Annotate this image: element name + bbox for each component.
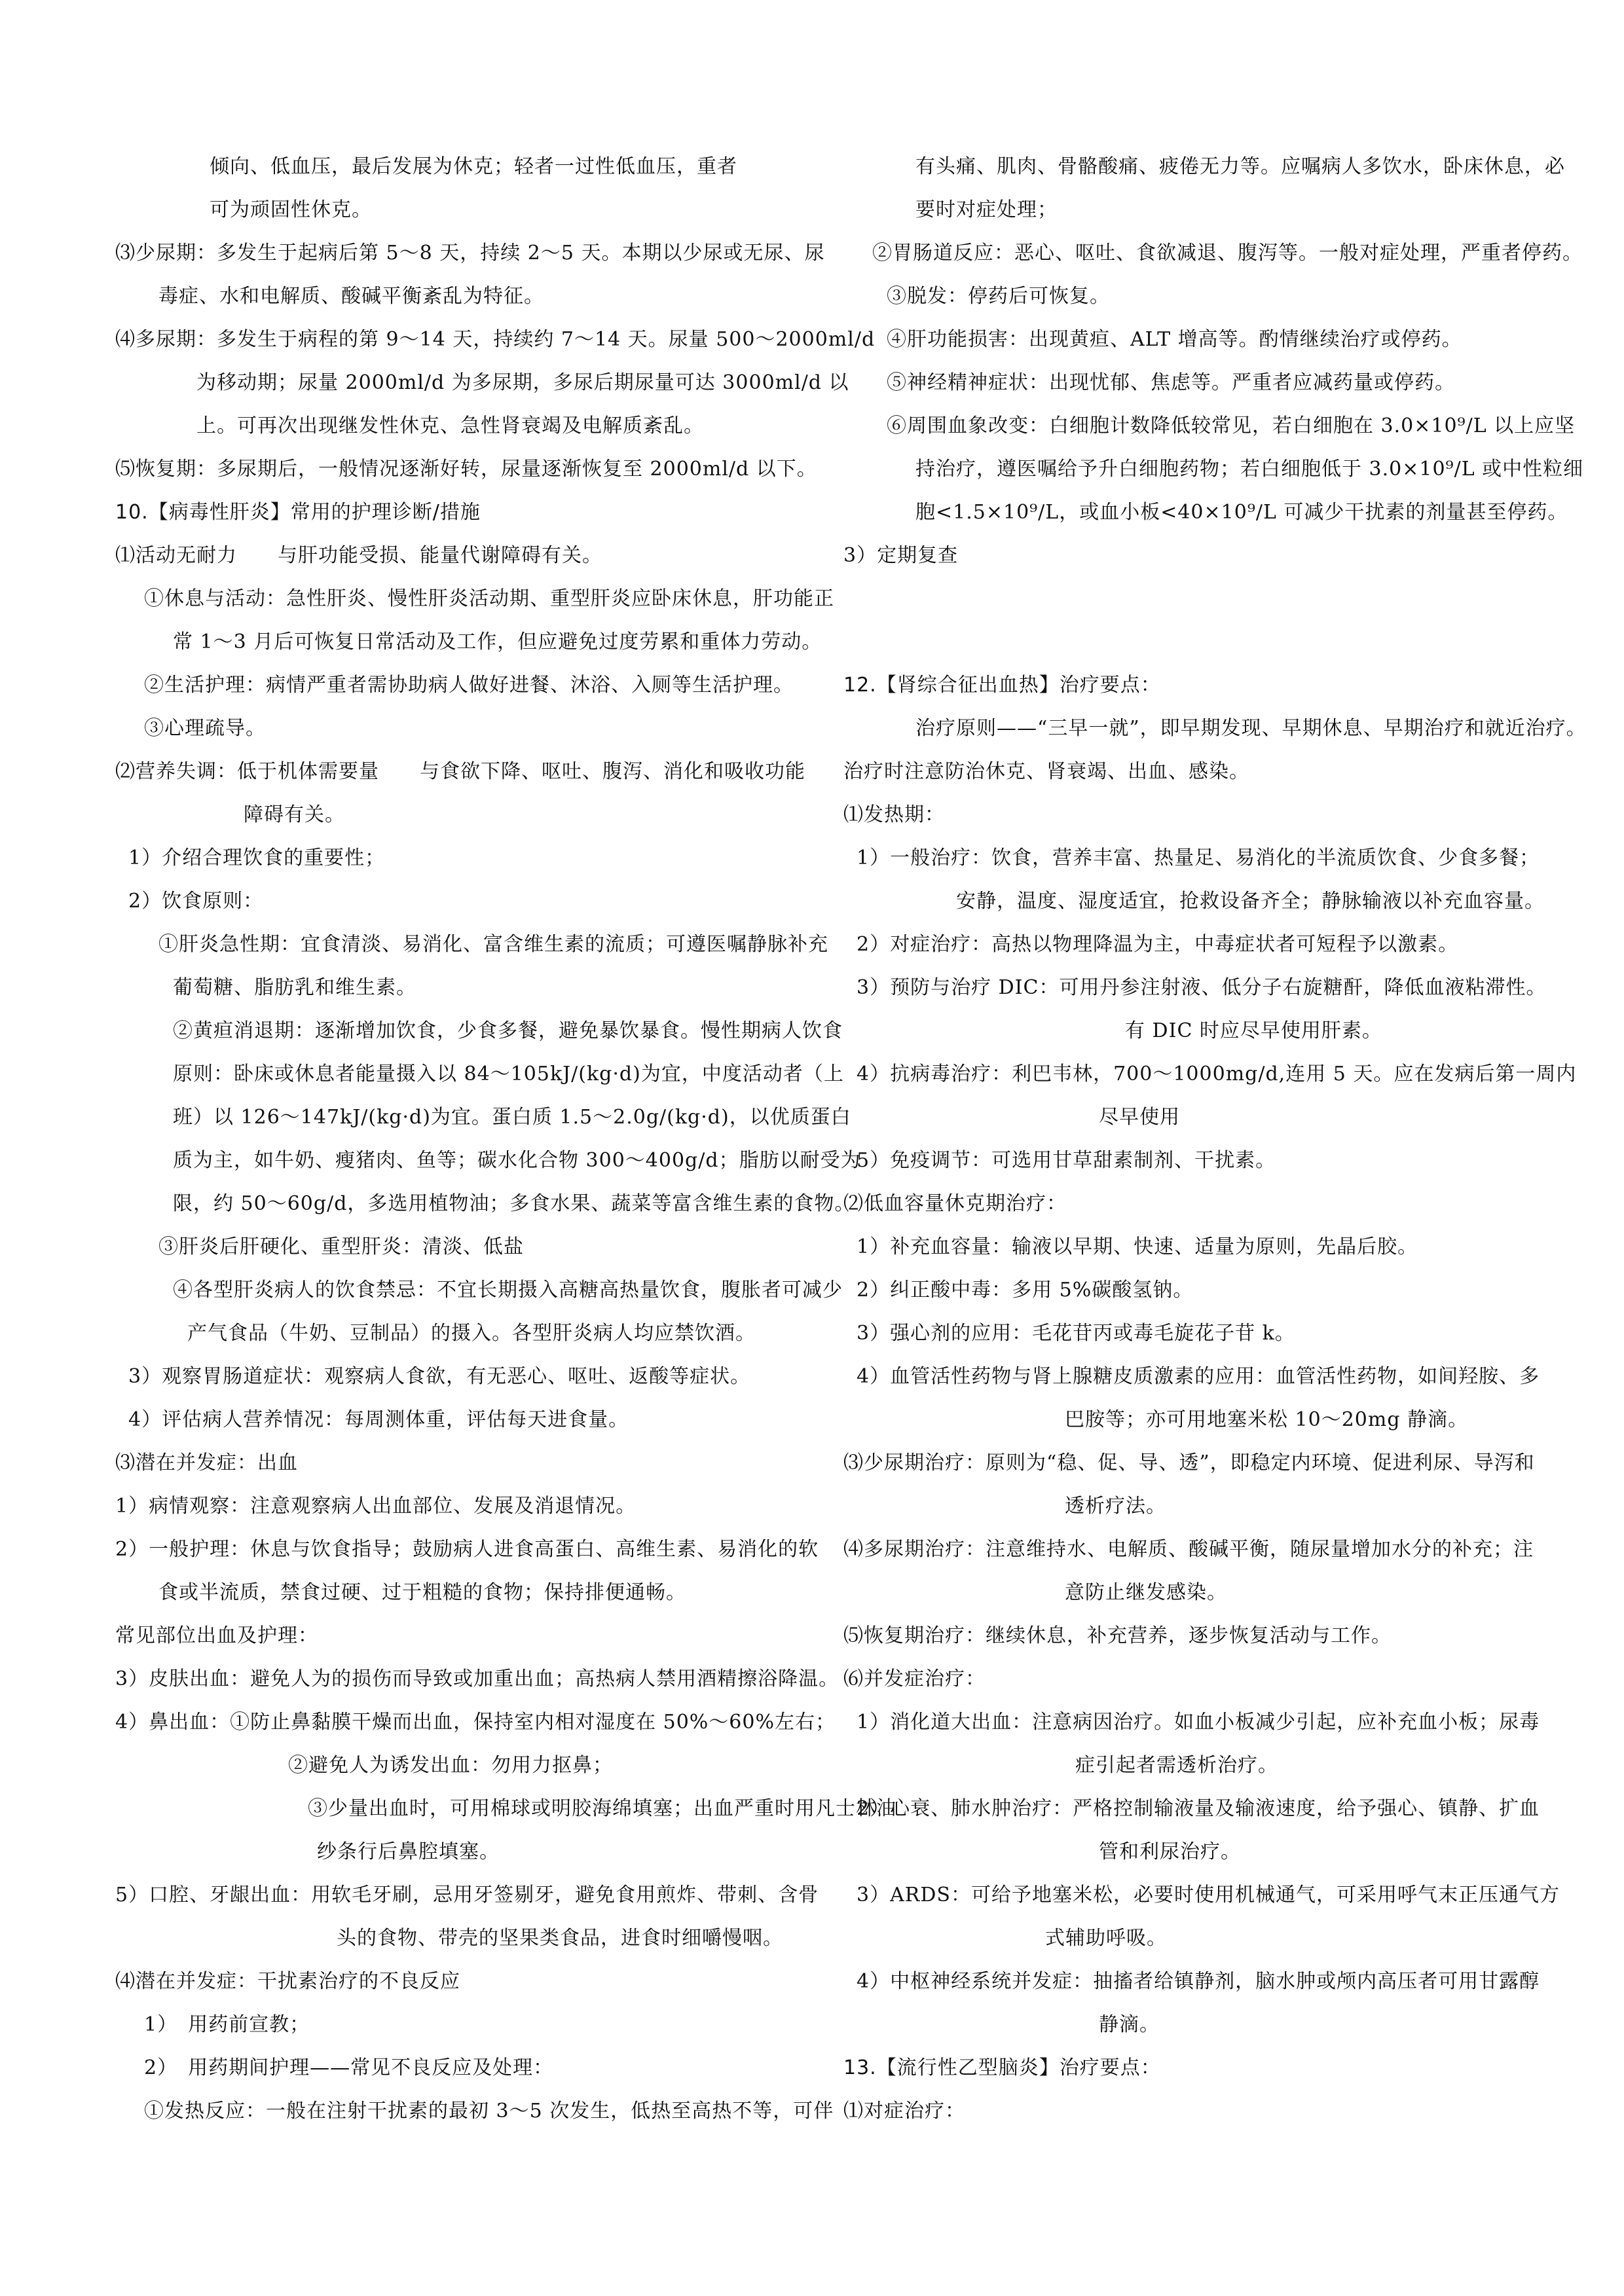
text-line: 安静，温度、湿度适宜，抢救设备齐全；静脉输液以补充血容量。	[956, 890, 1545, 913]
text-line: 10.【病毒性肝炎】常用的护理诊断/措施	[115, 501, 481, 524]
text-line: 4）评估病人营养情况：每周测体重，评估每天进食量。	[128, 1408, 629, 1431]
text-line: ①发热反应：一般在注射干扰素的最初 3～5 次发生，低热至高热不等，可伴	[144, 2100, 834, 2123]
text-line: ①肝炎急性期：宜食清淡、易消化、富含维生素的流质；可遵医嘱静脉补充	[158, 933, 828, 956]
text-line: 1）介绍合理饮食的重要性；	[128, 847, 386, 869]
text-line: ⑸恢复期治疗：继续休息，补充营养，逐步恢复活动与工作。	[843, 1624, 1392, 1647]
text-line: 葡萄糖、脂肪乳和维生素。	[173, 976, 416, 999]
text-line: 头的食物、带壳的坚果类食品，进食时细嚼慢咽。	[337, 1927, 783, 1950]
text-line: 1）消化道大出血：注意病因治疗。如血小板减少引起，应补充血小板；尿毒	[857, 1711, 1540, 1734]
text-line: ①休息与活动：急性肝炎、慢性肝炎活动期、重型肝炎应卧床休息，肝功能正	[144, 587, 834, 610]
text-line: 倾向、低血压，最后发展为休克；轻者一过性低血压，重者	[210, 155, 737, 178]
text-line: ④各型肝炎病人的饮食禁忌：不宜长期摄入高糖高热量饮食，腹胀者可减少	[173, 1279, 843, 1302]
text-line: 毒症、水和电解质、酸碱平衡紊乱为特征。	[158, 285, 544, 308]
text-line: 为移动期；尿量 2000ml/d 为多尿期，多尿后期尿量可达 3000ml/d 以	[196, 371, 849, 394]
text-line: 3）强心剂的应用：毛花苷丙或毒毛旋花子苷 k。	[857, 1322, 1295, 1345]
right-column-top-section	[843, 145, 1584, 577]
text-line: 4）中枢神经系统并发症：抽搐者给镇静剂，脑水肿或颅内高压者可用甘露醇	[857, 1970, 1540, 1993]
text-line: 3）预防与治疗 DIC：可用丹参注射液、低分子右旋糖酐，降低血液粘滞性。	[857, 976, 1547, 999]
text-line: 2） 用药期间护理——常见不良反应及处理：	[144, 2056, 554, 2079]
text-line: 4）抗病毒治疗：利巴韦林，700～1000mg/d,连用 5 天。应在发病后第一周内	[857, 1063, 1577, 1085]
text-line: 2）对症治疗：高热以物理降温为主，中毒症状者可短程予以激素。	[857, 933, 1459, 956]
text-line: 限，约 50～60g/d，多选用植物油；多食水果、蔬菜等富含维生素的食物。	[173, 1192, 855, 1215]
text-line: 3）皮肤出血：避免人为的损伤而导致或加重出血；高热病人禁用酒精擦浴降温。	[115, 1667, 840, 1690]
text-line: 4）血管活性药物与肾上腺糖皮质激素的应用：血管活性药物，如间羟胺、多	[857, 1365, 1540, 1388]
text-line: 食或半流质，禁食过硬、过于粗糙的食物；保持排便通畅。	[158, 1581, 686, 1604]
text-line: 静滴。	[1099, 2013, 1160, 2036]
text-line: ③肝炎后肝硬化、重型肝炎：清淡、低盐	[158, 1235, 524, 1258]
text-line: ⑵营养失调：低于机体需要量 与食欲下降、呕吐、腹泻、消化和吸收功能	[115, 760, 805, 783]
text-line: 治疗时注意防治休克、肾衰竭、出血、感染。	[843, 760, 1249, 783]
text-line: 2）纠正酸中毒：多用 5%碳酸氢钠。	[857, 1279, 1194, 1302]
text-line: 1）补充血容量：输液以早期、快速、适量为原则，先晶后胶。	[857, 1235, 1418, 1258]
text-line: 5）免疫调节：可选用甘草甜素制剂、干扰素。	[857, 1149, 1276, 1172]
text-line: 治疗原则——“三早一就”，即早期发现、早期休息、早期治疗和就近治疗。	[915, 717, 1587, 740]
text-line: ②黄疸消退期：逐渐增加饮食，少食多餐，避免暴饮暴食。慢性期病人饮食	[173, 1019, 843, 1042]
section-spacer	[843, 577, 1538, 664]
text-line: 有 DIC 时应尽早使用肝素。	[1125, 1019, 1382, 1042]
text-line: 障碍有关。	[244, 803, 345, 826]
text-line: 常见部位出血及护理：	[115, 1624, 318, 1647]
text-line: ⑷多尿期治疗：注意维持水、电解质、酸碱平衡，随尿量增加水分的补充；注	[843, 1538, 1534, 1561]
text-line: ⑴发热期：	[843, 803, 945, 826]
text-line: 3）定期复查	[843, 544, 959, 567]
text-line: 1）病情观察：注意观察病人出血部位、发展及消退情况。	[115, 1495, 637, 1518]
text-line: 1） 用药前宣教；	[144, 2013, 310, 2036]
right-column	[843, 145, 1587, 2133]
text-line: ⑷潜在并发症：干扰素治疗的不良反应	[115, 1970, 460, 1993]
text-line: 透析疗法。	[1065, 1495, 1166, 1518]
text-line: ③心理疏导。	[144, 717, 266, 740]
text-line: 质为主，如牛奶、瘦猪肉、鱼等；碳水化合物 300～400g/d；脂肪以耐受为	[173, 1149, 861, 1172]
text-line: ⑶潜在并发症：出血	[115, 1451, 298, 1474]
text-line: 2）心衰、肺水肿治疗：严格控制输液量及输液速度，给予强心、镇静、扩血	[857, 1797, 1540, 1820]
text-line: ⑵低血容量休克期治疗：	[843, 1192, 1067, 1215]
text-line: 3）ARDS：可给予地塞米松，必要时使用机械通气，可采用呼气末正压通气方	[857, 1884, 1560, 1906]
text-line: 班）以 126～147kJ/(kg·d)为宜。蛋白质 1.5～2.0g/(kg·d)，以优质蛋白	[173, 1106, 851, 1129]
text-line: 2）饮食原则：	[128, 890, 264, 913]
text-line: ③少量出血时，可用棉球或明胶海绵填塞；出血严重时用凡士林油	[308, 1797, 896, 1820]
text-line: ②生活护理：病情严重者需协助病人做好进餐、沐浴、入厕等生活护理。	[144, 674, 794, 697]
text-line: 产气食品（牛奶、豆制品）的摄入。各型肝炎病人均应禁饮酒。	[187, 1322, 756, 1345]
text-line: ②胃肠道反应：恶心、呕吐、食欲减退、腹泻等。一般对症处理，严重者停药。	[872, 242, 1583, 264]
text-line: 胞<1.5×10⁹/L，或血小板<40×10⁹/L 可减少干扰素的剂量甚至停药。	[915, 501, 1568, 524]
text-line: ⑤神经精神症状：出现忧郁、焦虑等。严重者应减药量或停药。	[887, 371, 1455, 394]
text-line: ⑷多尿期：多发生于病程的第 9～14 天，持续约 7～14 天。尿量 500～2000ml/d	[115, 328, 876, 351]
text-line: 纱条行后鼻腔填塞。	[317, 1840, 500, 1863]
text-line: 12.【肾综合征出血热】治疗要点：	[843, 674, 1161, 697]
text-line: 13.【流行性乙型脑炎】治疗要点：	[843, 2056, 1161, 2079]
text-line: 可为顽固性休克。	[210, 198, 372, 221]
text-line: 2）一般护理：休息与饮食指导；鼓励病人进食高蛋白、高维生素、易消化的软	[115, 1538, 819, 1561]
text-line: 常 1～3 月后可恢复日常活动及工作，但应避免过度劳累和重体力劳动。	[173, 630, 822, 653]
text-line: 巴胺等；亦可用地塞米松 10～20mg 静滴。	[1065, 1408, 1469, 1431]
text-line: 意防止继发感染。	[1065, 1581, 1227, 1604]
text-line: ⑶少尿期：多发生于起病后第 5～8 天，持续 2～5 天。本期以少尿或无尿、尿	[115, 242, 825, 264]
text-line: 管和利尿治疗。	[1099, 1840, 1241, 1863]
text-line: 尽早使用	[1099, 1106, 1180, 1129]
text-line: 原则：卧床或休息者能量摄入以 84～105kJ/(kg·d)为宜，中度活动者（上	[173, 1063, 844, 1085]
text-line: ③脱发：停药后可恢复。	[887, 285, 1110, 308]
text-line: 3）观察胃肠道症状：观察病人食欲，有无恶心、呕吐、返酸等症状。	[128, 1365, 751, 1388]
text-line: 症引起者需透析治疗。	[1075, 1754, 1278, 1777]
text-line: 上。可再次出现继发性休克、急性肾衰竭及电解质紊乱。	[196, 414, 704, 437]
text-line: 1）一般治疗：饮食，营养丰富、热量足、易消化的半流质饮食、少食多餐；	[857, 847, 1540, 869]
text-line: 4）鼻出血：①防止鼻黏膜干燥而出血，保持室内相对湿度在 50%～60%左右；	[115, 1711, 836, 1734]
text-line: 5）口腔、牙龈出血：用软毛牙刷，忌用牙签剔牙，避免食用煎炸、带刺、含骨	[115, 1884, 819, 1906]
text-line: ⑴对症治疗：	[843, 2100, 965, 2123]
right-column-bottom-section	[843, 664, 1587, 2133]
text-line: ⑸恢复期：多尿期后，一般情况逐渐好转，尿量逐渐恢复至 2000ml/d 以下。	[115, 458, 817, 481]
text-line: ⑹并发症治疗：	[843, 1667, 986, 1690]
text-line: ②避免人为诱发出血：勿用力抠鼻；	[288, 1754, 613, 1777]
text-line: 式辅助呼吸。	[1045, 1927, 1167, 1950]
text-line: ⑴活动无耐力 与肝功能受损、能量代谢障碍有关。	[115, 544, 602, 567]
text-line: ⑶少尿期治疗：原则为“稳、促、导、透”，即稳定内环境、促进利尿、导泻和	[843, 1451, 1535, 1474]
text-line: 有头痛、肌肉、骨骼酸痛、疲倦无力等。应嘱病人多饮水，卧床休息，必	[915, 155, 1565, 178]
text-line: 持治疗，遵医嘱给予升白细胞药物；若白细胞低于 3.0×10⁹/L 或中性粒细	[915, 458, 1584, 481]
text-line: ⑥周围血象改变：白细胞计数降低较常见，若白细胞在 3.0×10⁹/L 以上应坚	[887, 414, 1576, 437]
text-line: 要时对症处理；	[915, 198, 1058, 221]
text-line: ④肝功能损害：出现黄疸、ALT 增高等。酌情继续治疗或停药。	[887, 328, 1462, 351]
